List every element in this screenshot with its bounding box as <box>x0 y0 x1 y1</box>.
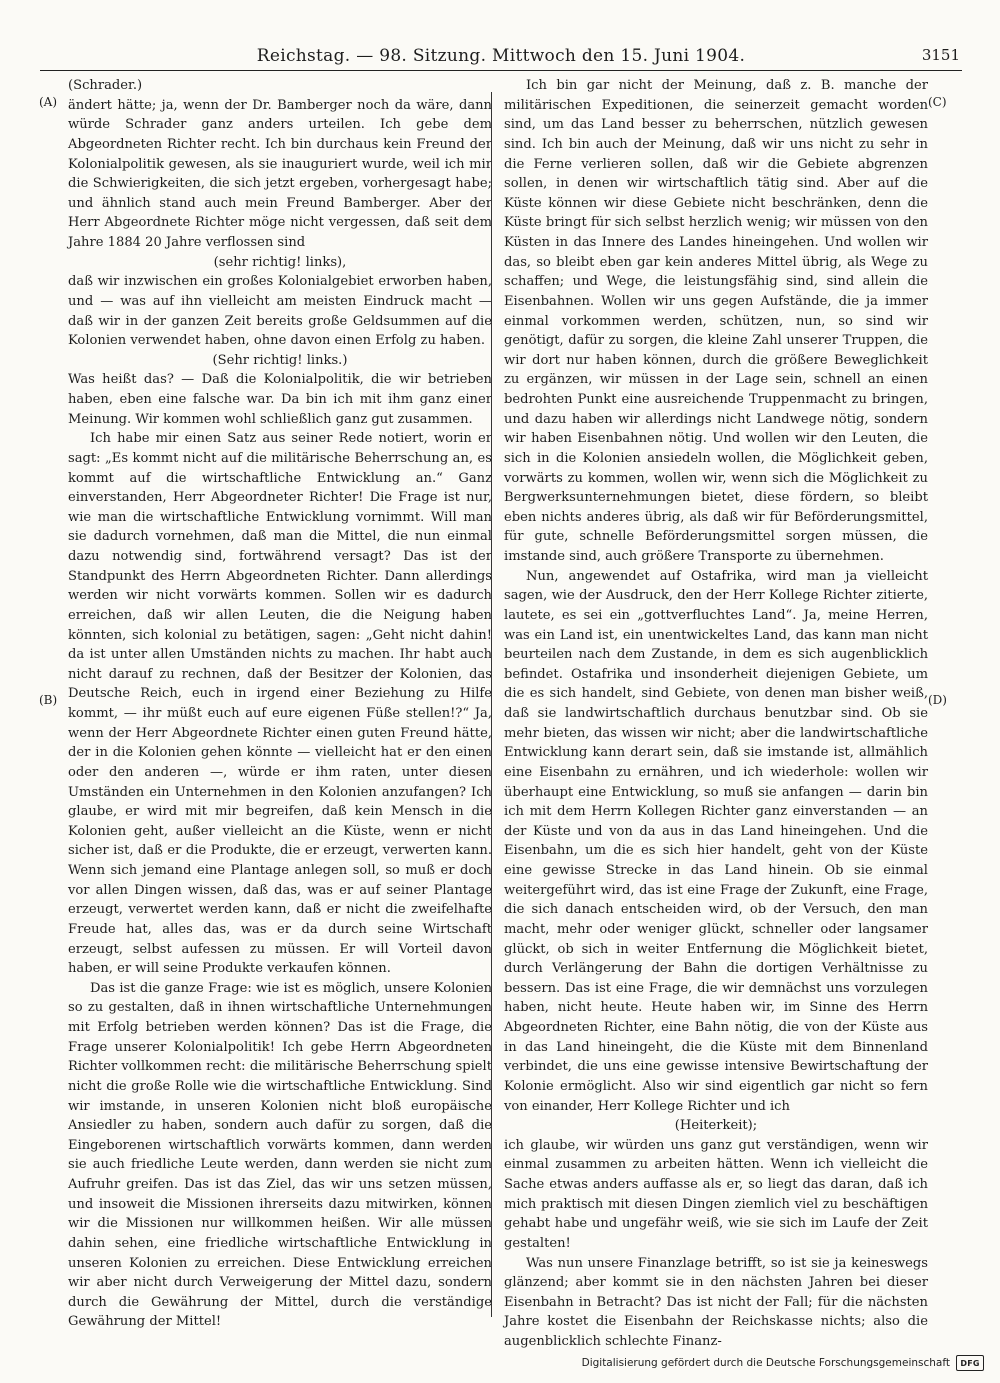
left-column <box>68 76 492 1330</box>
margin-marker-c: (C) <box>928 95 947 109</box>
paragraph: Das ist die ganze Frage: wie ist es möglich, unsere Kolonien so zu gestalten, daß in ihnen wirtschaftliche Unternehmungen mit Erfolg betrieben werden können? Das ist die Frage, die Frage unserer Kolonialpolitik! Ich gebe Herrn Abgeordneten Richter vollkommen recht: die militärische Beherrschung spielt nicht die große Rolle wie die wirtschaftliche Entwicklung. Sind wir imstande, in unseren Kolonien nicht bloß europäische Ansiedler zu haben, sondern auch dafür zu sorgen, daß die Eingeborenen wirtschaftlich vorwärts kommen, dann werden sie auch friedliche Leute werden, dann werden sie nicht zum Aufruhr greifen. Das ist das Ziel, das wir uns setzen müssen, und insoweit die Missionen ihrerseits dazu mitwirken, können wir die Missionen nur willkommen heißen. Wir alle müssen dahin sehen, eine friedliche wirtschaftliche Entwicklung in unseren Kolonien zu erreichen. Diese Entwicklung erreichen wir aber nicht durch Verweigerung der Mittel dazu, sondern durch die Gewährung der Mittel, durch die verständige Gewährung der Mittel! <box>68 980 492 1330</box>
paragraph: ich glaube, wir würden uns ganz gut verständigen, wenn wir einmal zusammen zu arbeiten hätten. Wenn ich vielleicht die Sache etwas anders auffasse als er, so liegt das daran, daß ich mich praktisch mit diesen Dingen ziemlich viel zu beschäftigen gehabt habe und ungefähr weiß, wie sie sich im Laufe der Zeit gestalten! <box>504 1137 928 1251</box>
column-divider <box>491 92 492 1317</box>
interjection: (sehr richtig! links), <box>213 254 347 270</box>
margin-marker-a: (A) <box>39 95 58 109</box>
footer-credit <box>582 1353 984 1373</box>
interjection: (Heiterkeit); <box>674 1118 758 1134</box>
paragraph: daß wir inzwischen ein großes Kolonialgebiet erworben haben, und — was auf ihn vielleicht am meisten Eindruck macht — daß wir in der ganzen Zeit bereits große Geldsummen auf die Kolonien verwendet haben, ohne davon einen Erfolg zu haben. <box>68 274 492 349</box>
footer-text: Digitalisierung gefördert durch die Deutsche Forschungsgemeinschaft <box>581 1357 950 1369</box>
page-header <box>40 44 962 71</box>
paragraph: Nun, angewendet auf Ostafrika, wird man ja vielleicht sagen, wie der Ausdruck, den der Herr Kollege Richter zitierte, lautete, es sei ein „gottverfluchtes Land“. Ja, meine Herren, was ein Land ist, ein unentwickeltes Land, das kann man nicht beurteilen nach dem Zustande, in dem es sich augenblicklich befindet. Ostafrika und insonderheit diejenigen Gebiete, um die es sich handelt, sind Gebiete, von denen man bisher weiß, daß sie landwirtschaftlich durchaus benutzbar sind. Ob sie mehr bieten, das wissen wir nicht; aber die landwirtschaftliche Entwicklung kann derart sein, daß sie imstande ist, allmählich eine Eisenbahn zu ernähren, und ich wiederhole: wollen wir überhaupt eine Entwicklung, so muß sie anfangen — darin bin ich mit dem Herrn Kollegen Richter ganz einverstanden — an der Küste und von da aus in das Land hineingehen. Und die Eisenbahn, um die es sich hier handelt, geht von der Küste eine gewisse Strecke in das Land hinein. Ob sie einmal weitergeführt wird, das ist eine Frage der Zukunft, eine Frage, die sich danach entscheiden wird, ob der Versuch, den man macht, mehr oder weniger glückt, schneller oder langsamer glückt, ob sich in weiter Entfernung die Möglichkeit bietet, durch Verlängerung der Bahn die dortigen Verhältnisse zu bessern. Das ist eine Frage, die wir demnächst uns vorzulegen haben, nicht heute. Heute haben wir, im Sinne des Herrn Abgeordneten Richter, eine Bahn nötig, die von der Küste aus in das Land hineingeht, die die Küste mit dem Binnenland verbindet, die uns eine gewisse intensive Bewirtschaftung der Kolonie ermöglicht. Also wir sind eigentlich gar nicht so fern von einander, Herr Kollege Richter und ich <box>504 568 928 1114</box>
right-column <box>504 76 928 1349</box>
dfg-logo-icon: DFG <box>956 1355 984 1371</box>
speaker-label: (Schrader.) <box>68 78 143 93</box>
page-number: 3151 <box>921 46 960 64</box>
paragraph: Was heißt das? — Daß die Kolonialpolitik, die wir betrieben haben, eben eine falsche war. Da bin ich mit ihm ganz einer Meinung. Wir kommen wohl schließlich ganz gut zusammen. <box>68 372 492 427</box>
margin-marker-d: (D) <box>928 693 947 707</box>
paragraph: Ich bin gar nicht der Meinung, daß z. B. manche der militärischen Expeditionen, die seinerzeit gemacht worden sind, um das Land besser zu beherrschen, nützlich gewesen sind. Ich bin auch der Meinung, daß wir uns nicht zu sehr in die Ferne verlieren sollen, daß wir die Gebiete abgrenzen sollen, in denen wir wirtschaftlich tätig sind. Aber auf die Küste können wir diese Gebiete nicht beschränken, denn die Küste bringt für sich selbst herzlich wenig; wir müssen von den Küsten in das Innere des Landes hineingehen. Und wollen wir das, so bleibt eben gar kein anderes Mittel übrig, als Wege zu schaffen; und Wege, die leistungsfähig sind, sind allein die Eisenbahnen. Wollen wir uns gegen Aufstände, die ja immer einmal vorkommen werden, schützen, nun, so sind wir genötigt, dafür zu sorgen, die kleine Zahl unserer Truppen, die wir dort nur haben können, durch die größere Beweglichkeit zu ergänzen, wir müssen in der Lage sein, schnell an einen bedrohten Punkt eine ausreichende Truppenmacht zu bringen, und dazu haben wir allerdings nicht Landwege nötig, sondern wir haben Eisenbahnen nötig. Und wollen wir den Leuten, die sich in die Kolonien ansiedeln wollen, die Möglichkeit geben, vorwärts zu kommen, wollen wir, wenn sich die Möglichkeit zu Bergwerksunternehmungen bietet, diese fördern, so bleibt eben nichts anderes übrig, als daß wir für Beförderungsmittel, für gute, schnelle Beförderungsmittel sorgen müssen, die imstande sind, auch größere Transporte zu übernehmen. <box>504 78 928 564</box>
paragraph: ändert hätte; ja, wenn der Dr. Bamberger noch da wäre, dann würde Schrader ganz anders urteilen. Ich gebe dem Abgeordneten Richter recht. Ich bin durchaus kein Freund der Kolonialpolitik gewesen, als sie inauguriert wurde, weil ich mir die Schwierigkeiten, die sich jetzt ergeben, vorhergesagt habe; und ähnlich stand auch mein Freund Bamberger. Aber der Herr Abgeordnete Richter möge nicht vergessen, daß seit dem Jahre 1884 20 Jahre verflossen sind <box>68 97 492 250</box>
margin-marker-b: (B) <box>39 693 58 707</box>
paragraph: Was nun unsere Finanzlage betrifft, so ist sie ja keineswegs glänzend; aber kommt sie in den nächsten Jahren bei dieser Eisenbahn in Betracht? Das ist nicht der Fall; für die nächsten Jahre kostet die Eisenbahn der Reichskasse nichts; also die augenblicklich schlechte Finanz- <box>504 1255 928 1349</box>
interjection: (Sehr richtig! links.) <box>212 352 348 368</box>
paragraph: Ich habe mir einen Satz aus seiner Rede notiert, worin er sagt: „Es kommt nicht auf die militärische Beherrschung an, es kommt auf die wirtschaftliche Entwicklung an.“ Ganz einverstanden, Herr Abgeordneter Richter! Die Frage ist nur, wie man die wirtschaftliche Entwicklung vornimmt. Will man sie dadurch vornehmen, daß man die Mittel, die nun einmal dazu notwendig sind, fortwährend versagt? Das ist der Standpunkt des Herrn Abgeordneten Richter. Dann allerdings werden wir nicht vorwärts kommen. Sollen wir es dadurch erreichen, daß wir allen Leuten, die die Neigung haben könnten, sich kolonial zu betätigen, sagen: „Geht nicht dahin! da ist unter allen Umständen nichts zu machen. Ihr habt auch nicht darauf zu rechnen, daß der Besitzer der Kolonien, das Deutsche Reich, euch in irgend einer Beziehung zu Hilfe kommt, — ihr müßt euch auf eure eigenen Füße stellen!?“ Ja, wenn der Herr Abgeordnete Richter einen guten Freund hätte, der in die Kolonien gehen könnte — vielleicht hat er den einen oder den anderen —, würde er ihm raten, unter diesen Umständen ein Unternehmen in den Kolonien anzufangen? Ich glaube, er wird mit mir begreifen, daß kein Mensch in die Kolonien geht, außer vielleicht an die Küste, wenn er nicht sicher ist, daß er die Produkte, die er erzeugt, verwerten kann. Wenn sich jemand eine Plantage anlegen soll, so muß er doch vor allen Dingen wissen, daß das, was er auf seiner Plantage erzeugt, verwertet werden kann, daß er nicht die zweifelhafte Freude hat, alles das, was er da durch seine Wirtschaft erzeugt, selbst aufessen zu müssen. Er will Vorteil davon haben, er will seine Produkte verkaufen können. <box>68 431 492 977</box>
running-title: Reichstag. — 98. Sitzung. Mittwoch den 15. Juni 1904. <box>256 46 746 66</box>
